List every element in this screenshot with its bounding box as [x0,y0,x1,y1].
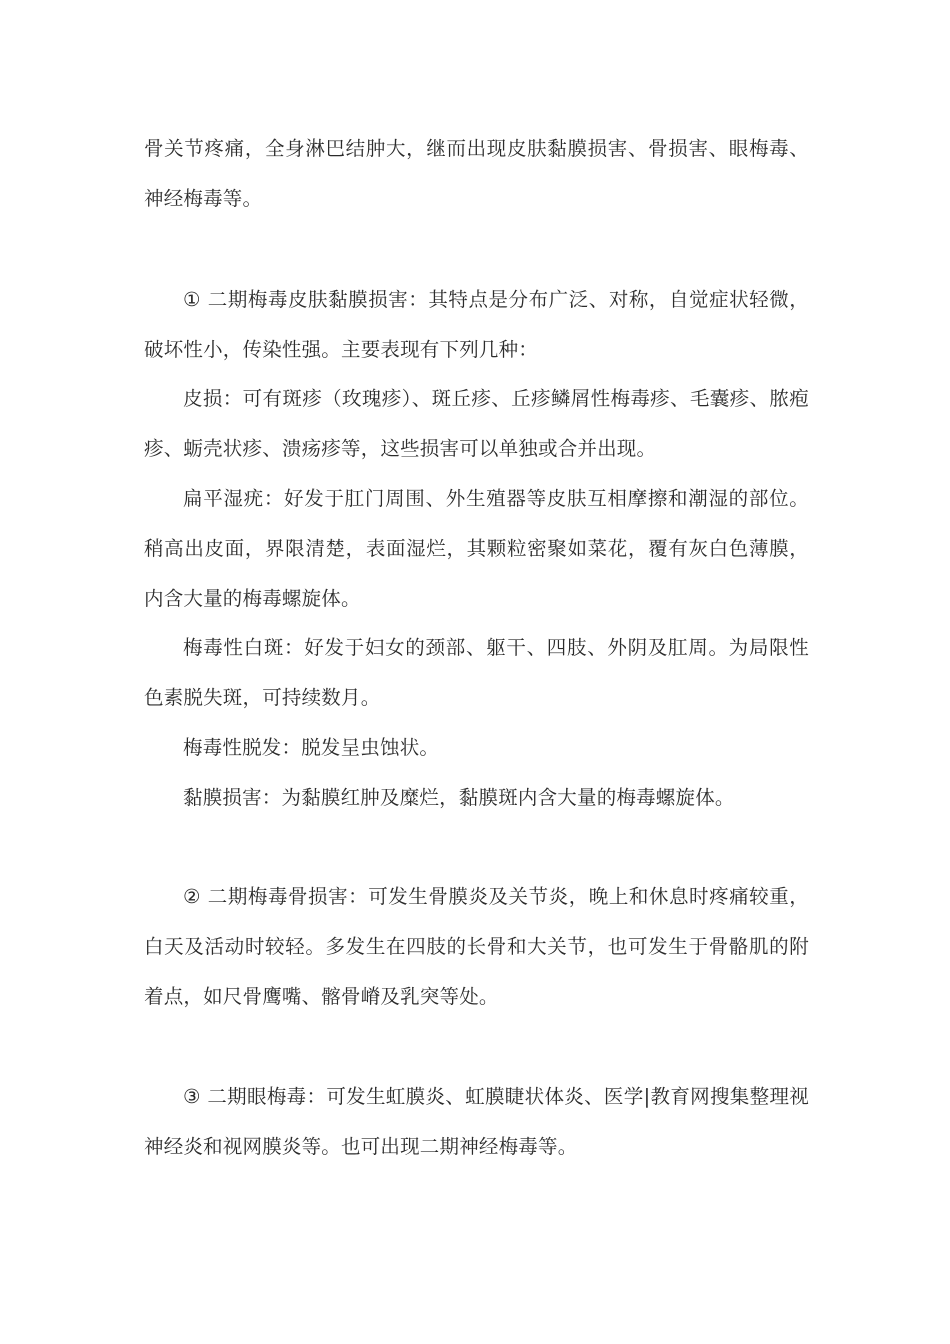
paragraph-symptoms-continued: 骨关节疼痛，全身淋巴结肿大，继而出现皮肤黏膜损害、骨损害、眼梅毒、神经梅毒等。 [144,137,809,210]
paragraph-syphilitic-alopecia: 梅毒性脱发：脱发呈虫蚀状。 [183,736,440,759]
paragraph-ocular-syphilis: ③ 二期眼梅毒：可发生虹膜炎、虹膜睫状体炎、医学|教育网搜集整理视神经炎和视网膜炎等。也可出现二期神经梅毒等。 [144,1085,809,1158]
paragraph-mucosal-lesions: 黏膜损害：为黏膜红肿及糜烂，黏膜斑内含大量的梅毒螺旋体。 [183,786,735,809]
paragraph-condyloma-latum: 扁平湿疣：好发于肛门周围、外生殖器等皮肤互相摩擦和潮湿的部位。稍高出皮面，界限清楚，表面湿烂，其颗粒密聚如菜花，覆有灰白色薄膜，内含大量的梅毒螺旋体。 [144,487,809,610]
paragraph-skin-mucosa-lesions: ① 二期梅毒皮肤黏膜损害：其特点是分布广泛、对称，自觉症状轻微，破坏性小，传染性强。主要表现有下列几种： [144,288,809,361]
paragraph-rash: 皮损：可有斑疹（玫瑰疹）、斑丘疹、丘疹鳞屑性梅毒疹、毛囊疹、脓疱疹、蛎壳状疹、溃疡疹等，这些损害可以单独或合并出现。 [144,387,809,460]
paragraph-bone-lesions: ② 二期梅毒骨损害：可发生骨膜炎及关节炎，晚上和休息时疼痛较重，白天及活动时较轻。多发生在四肢的长骨和大关节，也可发生于骨骼肌的附着点，如尺骨鹰嘴、髂骨嵴及乳突等处。 [144,885,809,1008]
paragraph-syphilitic-leukoderma: 梅毒性白斑：好发于妇女的颈部、躯干、四肢、外阴及肛周。为局限性色素脱失斑，可持续数月。 [144,636,809,709]
